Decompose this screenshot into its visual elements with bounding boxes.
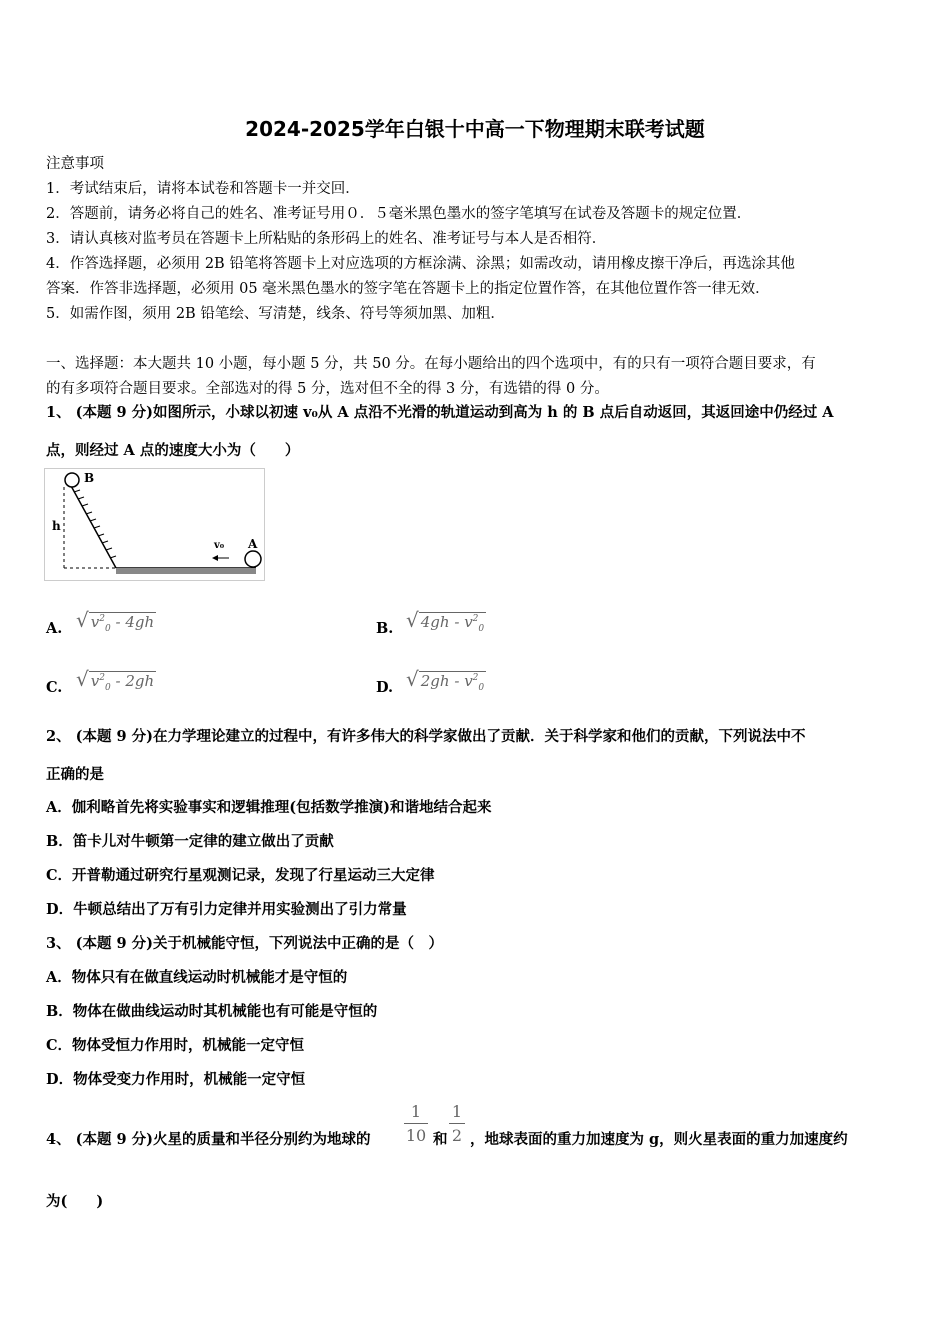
q1-option-c-expr: √ $v^2_0 - 2gh$: [76, 667, 155, 693]
question-2-stem: 正确的是: [46, 766, 104, 783]
q1-option-b-expr: √ $4gh - v^2_0$: [406, 608, 485, 634]
section-instruction: 一、选择题：本大题共 10 小题，每小题 5 分，共 50 分。在每小题给出的四个选项中，有的只有一项符合题目要求，有: [46, 356, 816, 372]
question-4-and: 和: [433, 1131, 448, 1148]
ball-at-b: [65, 473, 79, 487]
question-4-stem-part1: 4、 (本题 9 分)火星的质量和半径分别约为地球的: [46, 1131, 371, 1148]
section-instruction: 的有多项符合题目要求。全部选对的得 5 分，选对但不全的得 3 分，有选错的得 0 分。: [46, 381, 609, 397]
label-v0: v₀: [214, 540, 225, 551]
question-4-stem-line2: 为( ): [46, 1193, 104, 1210]
ball-at-a: [245, 551, 261, 567]
label-h: h: [52, 519, 61, 533]
label-a: A: [248, 537, 258, 551]
notice-item: 2．答题前，请务必将自己的姓名、准考证号用０．５毫米黑色墨水的签字笔填写在试卷及答题卡的规定位置．: [46, 206, 752, 222]
question-2-stem: 2、 (本题 9 分)在力学理论建立的过程中，有许多伟大的科学家做出了贡献．关于科学家和他们的贡献，下列说法中不: [46, 728, 806, 745]
q1-option-d-expr: √ $2gh - v^2_0$: [406, 667, 485, 693]
q2-option-b[interactable]: B．笛卡儿对牛顿第一定律的建立做出了贡献: [46, 833, 334, 850]
notice-item: 3．请认真核对监考员在答题卡上所粘贴的条形码上的姓名、准考证号与本人是否相符．: [46, 231, 607, 247]
q1-option-a-label[interactable]: A.: [46, 620, 63, 637]
incline-surface: [70, 484, 116, 568]
q3-option-d[interactable]: D．物体受变力作用时，机械能一定守恒: [46, 1071, 306, 1088]
notice-item: 5．如需作图，须用 2B 铅笔绘、写清楚，线条、符号等须加黑、加粗．: [46, 306, 505, 322]
notice-heading: 注意事项: [46, 156, 104, 172]
track-diagram: [44, 468, 266, 584]
incline-hatching: [74, 490, 116, 558]
q3-option-a[interactable]: A．物体只有在做直线运动时机械能才是守恒的: [46, 969, 348, 986]
q1-option-c-label[interactable]: C.: [46, 679, 63, 696]
q3-option-c[interactable]: C．物体受恒力作用时，机械能一定守恒: [46, 1037, 305, 1054]
question-4-stem-part2: ，地球表面的重力加速度为 g，则火星表面的重力加速度约: [470, 1131, 848, 1148]
notice-item: 4．作答选择题，必须用 2B 铅笔将答题卡上对应选项的方框涂满、涂黑；如需改动，请用橡皮擦干净后，再选涂其他: [46, 256, 795, 272]
q1-option-d-label[interactable]: D.: [376, 679, 394, 696]
q2-option-d[interactable]: D．牛顿总结出了万有引力定律并用实验测出了引力常量: [46, 901, 407, 918]
q2-option-a[interactable]: A．伽利略首先将实验事实和逻辑推理(包括数学推演)和谐地结合起来: [46, 799, 492, 816]
q2-option-c[interactable]: C．开普勒通过研究行星观测记录，发现了行星运动三大定律: [46, 867, 435, 884]
page-title: 2024-2025学年白银十中高一下物理期末联考试题: [245, 117, 705, 141]
question-3-stem: 3、 (本题 9 分)关于机械能守恒，下列说法中正确的是（ ）: [46, 935, 444, 952]
fraction-one-tenth: 1 10: [405, 1102, 427, 1145]
q3-option-b[interactable]: B．物体在做曲线运动时其机械能也有可能是守恒的: [46, 1003, 378, 1020]
label-b: B: [84, 471, 95, 485]
question-1-stem: 1、 (本题 9 分)如图所示，小球以初速 v₀从 A 点沿不光滑的轨道运动到高为 h 的 B 点后自动返回，其返回途中仍经过 A: [46, 404, 834, 421]
velocity-arrowhead: [212, 555, 218, 561]
q1-option-a-expr: √ $v^2_0 - 4gh$: [76, 608, 155, 634]
question-1-stem: 点，则经过 A 点的速度大小为（ ）: [46, 442, 300, 459]
notice-item: 答案．作答非选择题，必须用 05 毫米黑色墨水的签字笔在答题卡上的指定位置作答，在其他位置作答一律无效．: [46, 281, 770, 297]
q1-option-b-label[interactable]: B.: [376, 620, 394, 637]
ground-hatching: [116, 568, 256, 574]
notice-item: 1．考试结束后，请将本试卷和答题卡一并交回．: [46, 181, 360, 197]
fraction-one-half: 1 2: [449, 1102, 465, 1145]
